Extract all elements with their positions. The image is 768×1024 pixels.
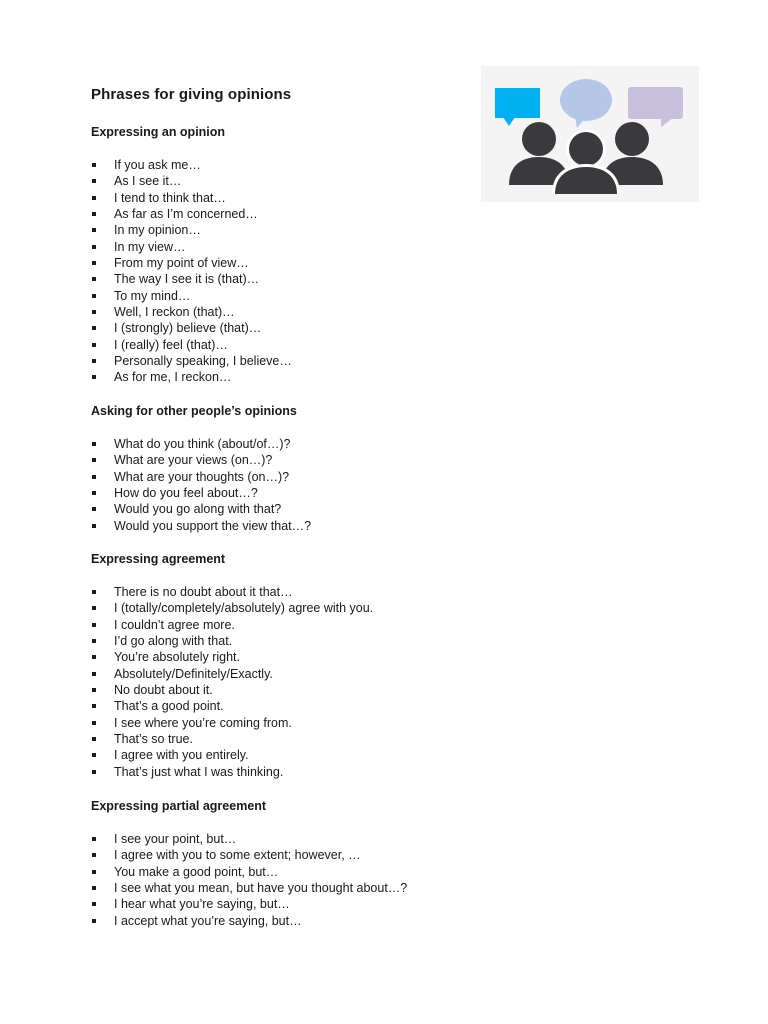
list-item [91,501,511,517]
phrase-text: I tend to think that… [114,190,226,205]
section-heading: Asking for other people’s opinions [91,404,297,418]
bullet-square-icon [92,196,96,200]
list-item [91,913,511,929]
phrase-text: That’s just what I was thinking. [114,764,284,779]
list-item [91,369,511,385]
list-item [91,436,511,452]
list-item [91,682,511,698]
bullet-square-icon [92,310,96,314]
list-item [91,157,511,173]
phrase-text: As for me, I reckon… [114,370,232,385]
bullet-square-icon [92,277,96,281]
phrase-text: As I see it… [114,174,182,189]
bullet-square-icon [92,919,96,923]
bullet-square-icon [92,245,96,249]
bullet-square-icon [92,179,96,183]
bullet-square-icon [92,375,96,379]
phrase-text: To my mind… [114,288,191,303]
bullet-square-icon [92,606,96,610]
phrase-text: I see where you’re coming from. [114,715,292,730]
list-item [91,864,511,880]
list-item [91,485,511,501]
bullet-square-icon [92,886,96,890]
list-item [91,320,511,336]
phrase-text: You’re absolutely right. [114,650,241,665]
phrase-text: Personally speaking, I believe… [114,354,292,369]
bullet-square-icon [92,770,96,774]
list-item [91,452,511,468]
phrase-text: That’s a good point. [114,699,224,714]
phrase-text: I (really) feel (that)… [114,337,228,352]
bullet-square-icon [92,475,96,479]
bullet-square-icon [92,228,96,232]
bullet-square-icon [92,524,96,528]
list-item [91,633,511,649]
list-item [91,764,511,780]
list-item [91,600,511,616]
phrase-text: That’s so true. [114,732,193,747]
phrase-list [91,584,511,780]
phrase-text: Would you support the view that…? [114,518,312,533]
section-asking-opinions [91,403,511,534]
bullet-square-icon [92,491,96,495]
list-item [91,747,511,763]
list-item [91,880,511,896]
bullet-square-icon [92,359,96,363]
list-item [91,222,511,238]
phrase-text: I see what you mean, but have you thought about…? [114,881,408,896]
list-item [91,617,511,633]
bullet-square-icon [92,721,96,725]
phrase-text: I agree with you entirely. [114,748,249,763]
list-item [91,469,511,485]
phrase-text: You make a good point, but… [114,864,279,879]
phrase-text: As far as I’m concerned… [114,207,258,222]
list-item [91,206,511,222]
list-item [91,190,511,206]
phrase-text: The way I see it is (that)… [114,272,260,287]
bullet-square-icon [92,672,96,676]
phrase-text: How do you feel about…? [114,486,258,501]
phrase-text: There is no doubt about it that… [114,585,293,599]
list-item [91,584,511,600]
phrase-text: I accept what you’re saying, but… [114,913,302,928]
phrase-text: What are your views (on…)? [114,453,273,468]
list-item [91,288,511,304]
page-title: Phrases for giving opinions [91,86,292,103]
list-item [91,666,511,682]
bullet-square-icon [92,623,96,627]
phrase-text: I’d go along with that. [114,634,233,649]
phrase-text: Well, I reckon (that)… [114,305,235,320]
list-item [91,649,511,665]
phrase-list [91,831,511,929]
phrase-text: Absolutely/Definitely/Exactly. [114,666,273,681]
bullet-square-icon [92,326,96,330]
bullet-square-icon [92,704,96,708]
section-expressing-opinion [91,124,511,386]
phrase-text: What do you think (about/of…)? [114,437,291,451]
list-item [91,271,511,287]
section-partial-agreement [91,798,511,929]
section-heading: Expressing partial agreement [91,799,267,813]
list-item [91,698,511,714]
phrase-text: I (strongly) believe (that)… [114,321,262,336]
section-heading: Expressing an opinion [91,125,226,139]
phrase-text: I see your point, but… [114,832,237,846]
phrase-text: In my view… [114,239,186,254]
list-item [91,337,511,353]
section-heading: Expressing agreement [91,552,226,566]
phrase-text: I couldn’t agree more. [114,617,235,632]
bullet-square-icon [92,294,96,298]
bullet-square-icon [92,737,96,741]
phrase-list [91,436,511,534]
list-item [91,518,511,534]
list-item [91,731,511,747]
bullet-square-icon [92,590,96,594]
phrase-text: In my opinion… [114,223,201,238]
bullet-square-icon [92,837,96,841]
bullet-square-icon [92,343,96,347]
bullet-square-icon [92,655,96,659]
people-discussion-icon [481,66,699,202]
phrase-text: I agree with you to some extent; however, … [114,848,361,863]
bullet-square-icon [92,688,96,692]
bullet-square-icon [92,442,96,446]
bullet-square-icon [92,870,96,874]
phrase-text: No doubt about it. [114,683,213,698]
bullet-square-icon [92,261,96,265]
list-item [91,715,511,731]
list-item [91,847,511,863]
bullet-square-icon [92,507,96,511]
phrase-text: From my point of view… [114,256,249,271]
bullet-square-icon [92,163,96,167]
phrase-text: I (totally/completely/absolutely) agree with you. [114,601,374,616]
bullet-square-icon [92,853,96,857]
phrase-text: I hear what you’re saying, but… [114,897,290,912]
phrase-text: If you ask me… [114,158,201,172]
list-item [91,353,511,369]
list-item [91,255,511,271]
list-item [91,831,511,847]
phrase-text: Would you go along with that? [114,502,282,517]
bullet-square-icon [92,458,96,462]
bullet-square-icon [92,902,96,906]
phrase-text: What are your thoughts (on…)? [114,469,290,484]
phrase-list [91,157,511,386]
list-item [91,896,511,912]
section-expressing-agreement [91,551,511,780]
list-item [91,173,511,189]
bullet-square-icon [92,212,96,216]
list-item [91,239,511,255]
bullet-square-icon [92,639,96,643]
list-item [91,304,511,320]
bullet-square-icon [92,753,96,757]
